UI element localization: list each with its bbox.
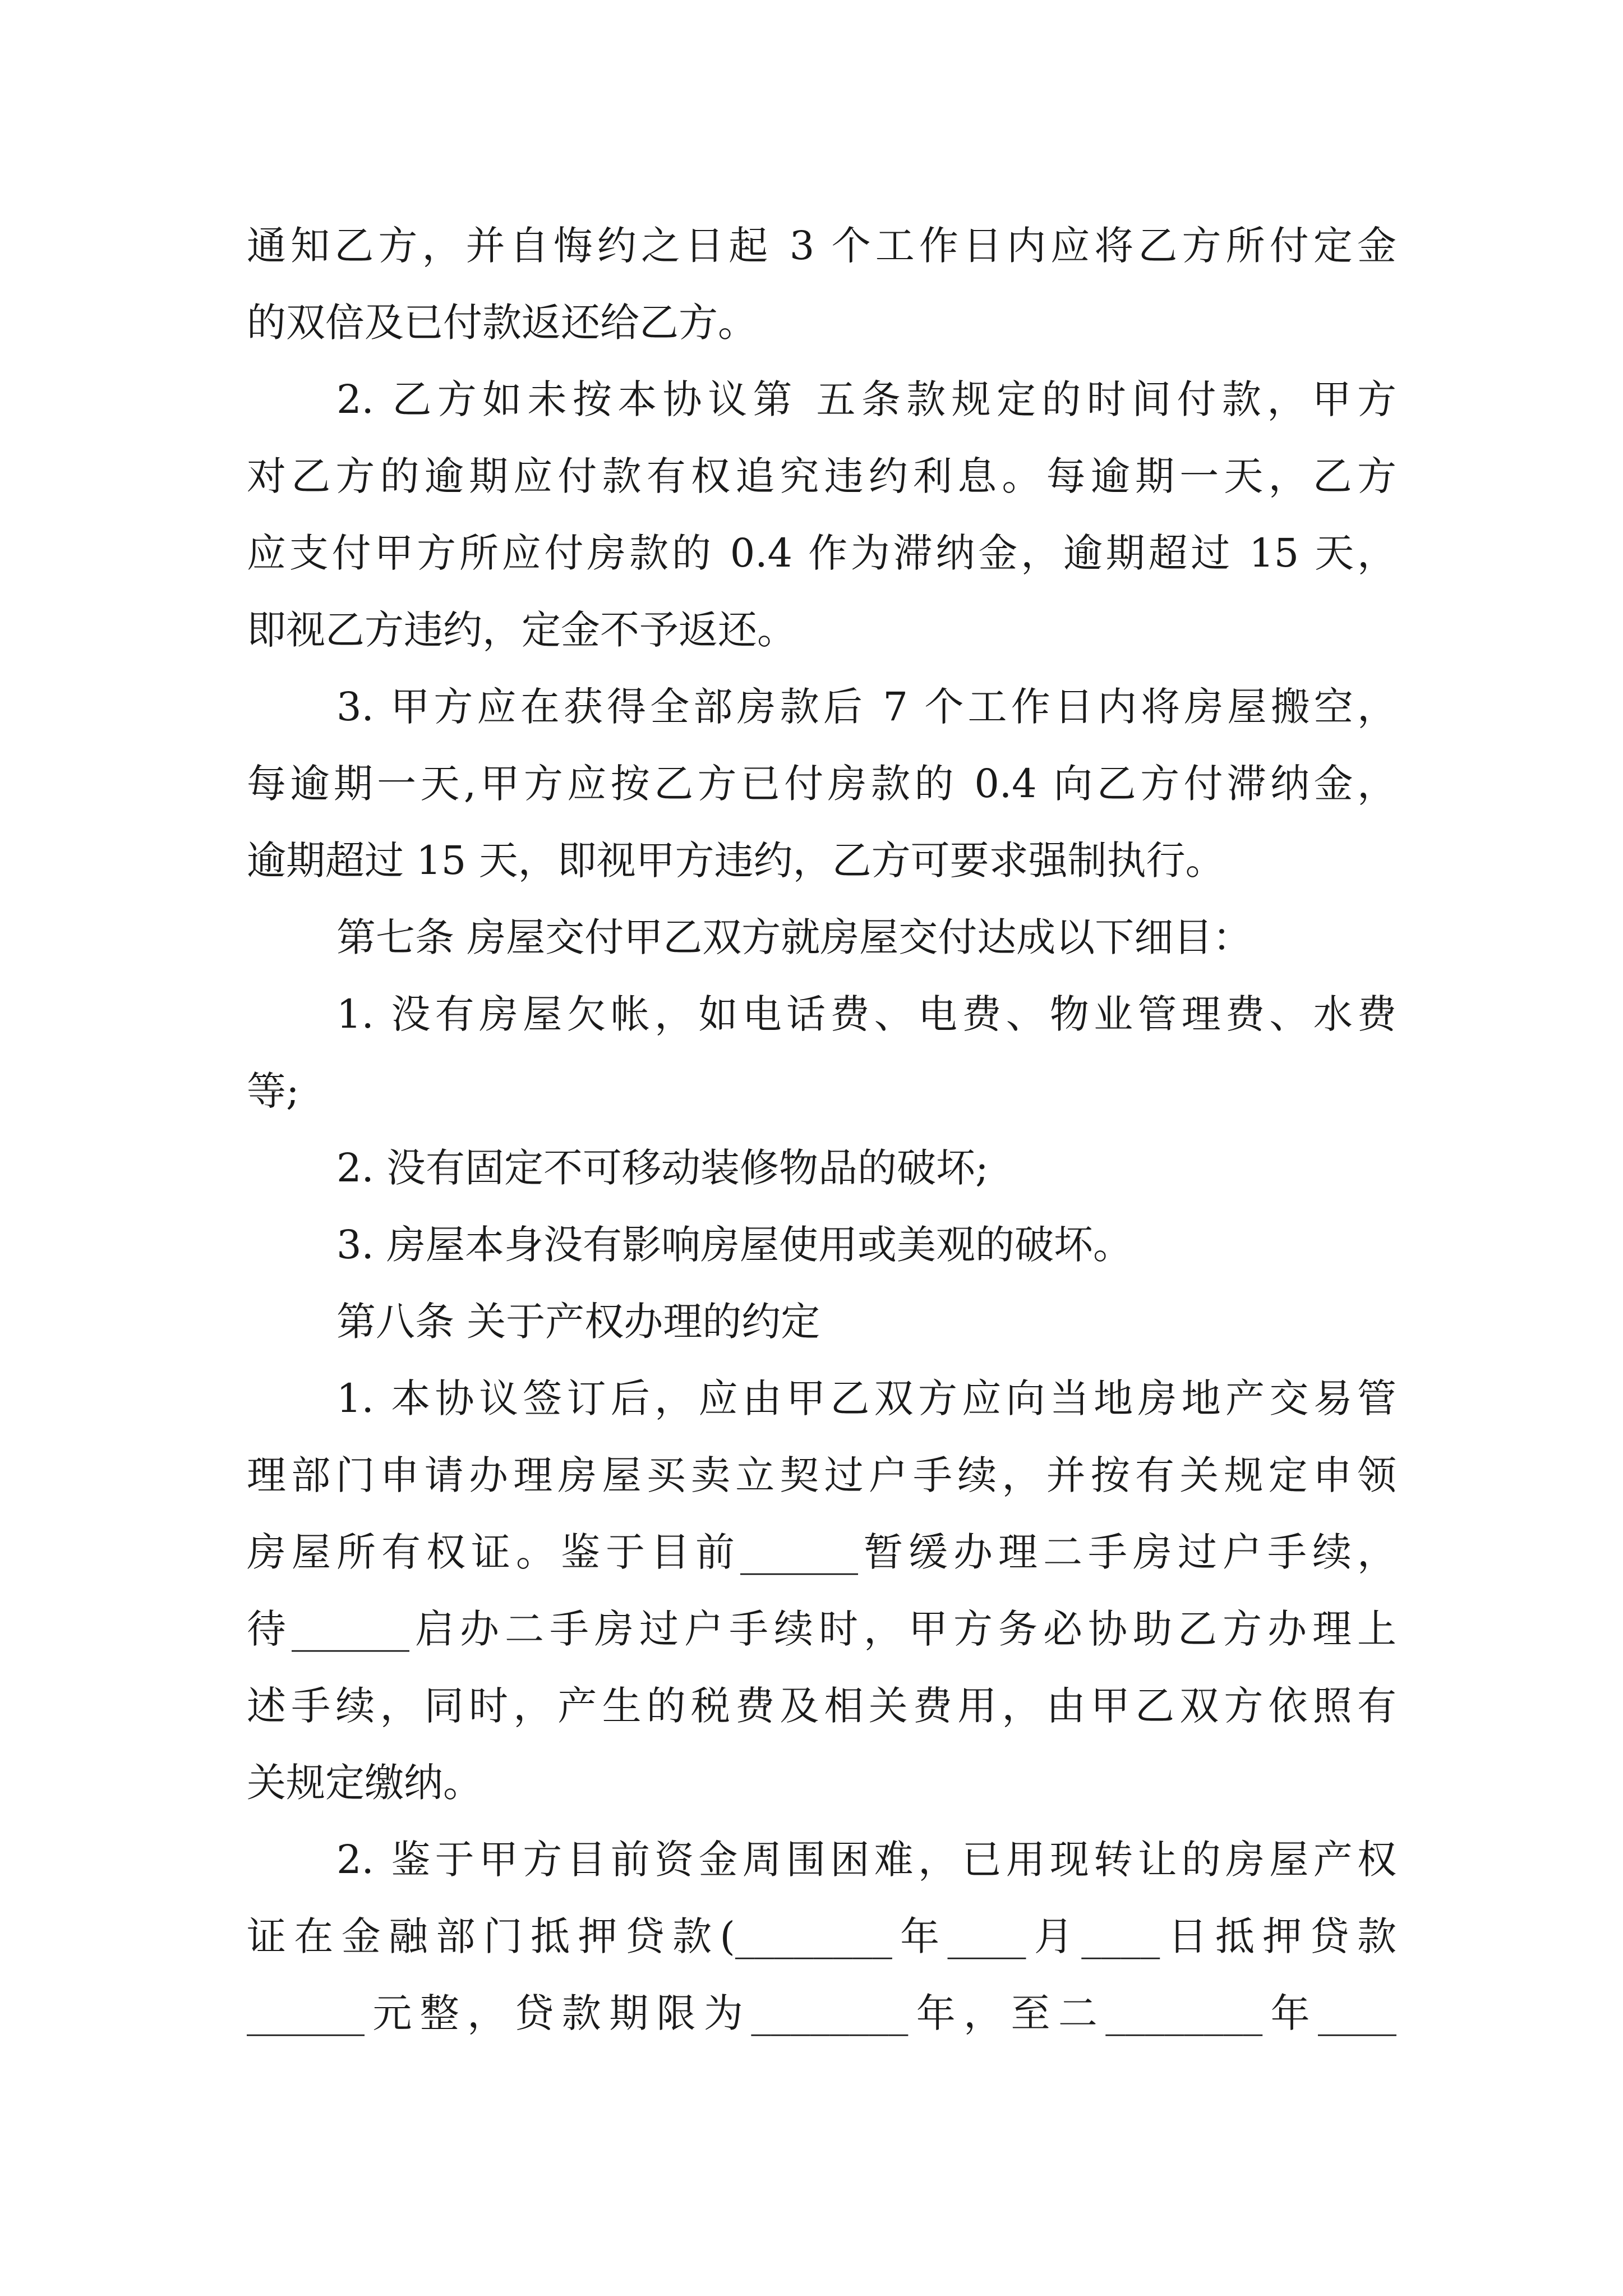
- text-line: 1. 本协议签订后，应由甲乙双方应向当地房地产交易管: [336, 1375, 1396, 1421]
- section-heading: 第八条 关于产权办理的约定: [336, 1299, 820, 1345]
- text-line: 3. 甲方应在获得全部房款后 7 个工作日内将房屋搬空，: [336, 684, 1396, 730]
- text-line: 等;: [247, 1068, 299, 1114]
- text-line: 应支付甲方所应付房款的 0.4 作为滞纳金，逾期超过 15 天，: [247, 530, 1396, 576]
- text-line: 3. 房屋本身没有影响房屋使用或美观的破坏。: [336, 1222, 1133, 1268]
- text-line: 关规定缴纳。: [247, 1760, 482, 1806]
- text-line: 房屋所有权证。鉴于目前______暂缓办理二手房过户手续，: [247, 1529, 1396, 1575]
- text-line: 每逾期一天,甲方应按乙方已付房款的 0.4 向乙方付滞纳金，: [247, 761, 1396, 807]
- text-line: 2. 乙方如未按本协议第 五条款规定的时间付款，甲方: [336, 376, 1396, 422]
- text-line: 对乙方的逾期应付款有权追究违约利息。每逾期一天，乙方: [247, 453, 1396, 499]
- text-line: 逾期超过 15 天，即视甲方违约，乙方可要求强制执行。: [247, 838, 1225, 884]
- text-line: 述手续，同时，产生的税费及相关费用，由甲乙双方依照有: [247, 1683, 1396, 1729]
- text-line: 2. 没有固定不可移动装修物品的破坏;: [336, 1145, 989, 1191]
- section-heading: 第七条 房屋交付甲乙双方就房屋交付达成以下细目：: [336, 914, 1252, 960]
- text-line: ______元整，贷款期限为________年，至二________年____: [247, 1990, 1396, 2036]
- text-line: 通知乙方，并自悔约之日起 3 个工作日内应将乙方所付定金: [247, 223, 1396, 269]
- document-body: [247, 208, 1396, 2052]
- text-line: 证在金融部门抵押贷款(________年____月____日抵押贷款: [247, 1913, 1396, 1959]
- text-line: 2. 鉴于甲方目前资金周围困难，已用现转让的房屋产权: [336, 1837, 1396, 1883]
- text-line: 待______启办二手房过户手续时，甲方务必协助乙方办理上: [247, 1606, 1396, 1652]
- text-line: 的双倍及已付款返还给乙方。: [247, 300, 757, 346]
- text-line: 理部门申请办理房屋买卖立契过户手续，并按有关规定申领: [247, 1452, 1396, 1498]
- text-line: 1. 没有房屋欠帐，如电话费、电费、物业管理费、水费: [336, 991, 1396, 1037]
- text-line: 即视乙方违约，定金不予返还。: [247, 607, 796, 653]
